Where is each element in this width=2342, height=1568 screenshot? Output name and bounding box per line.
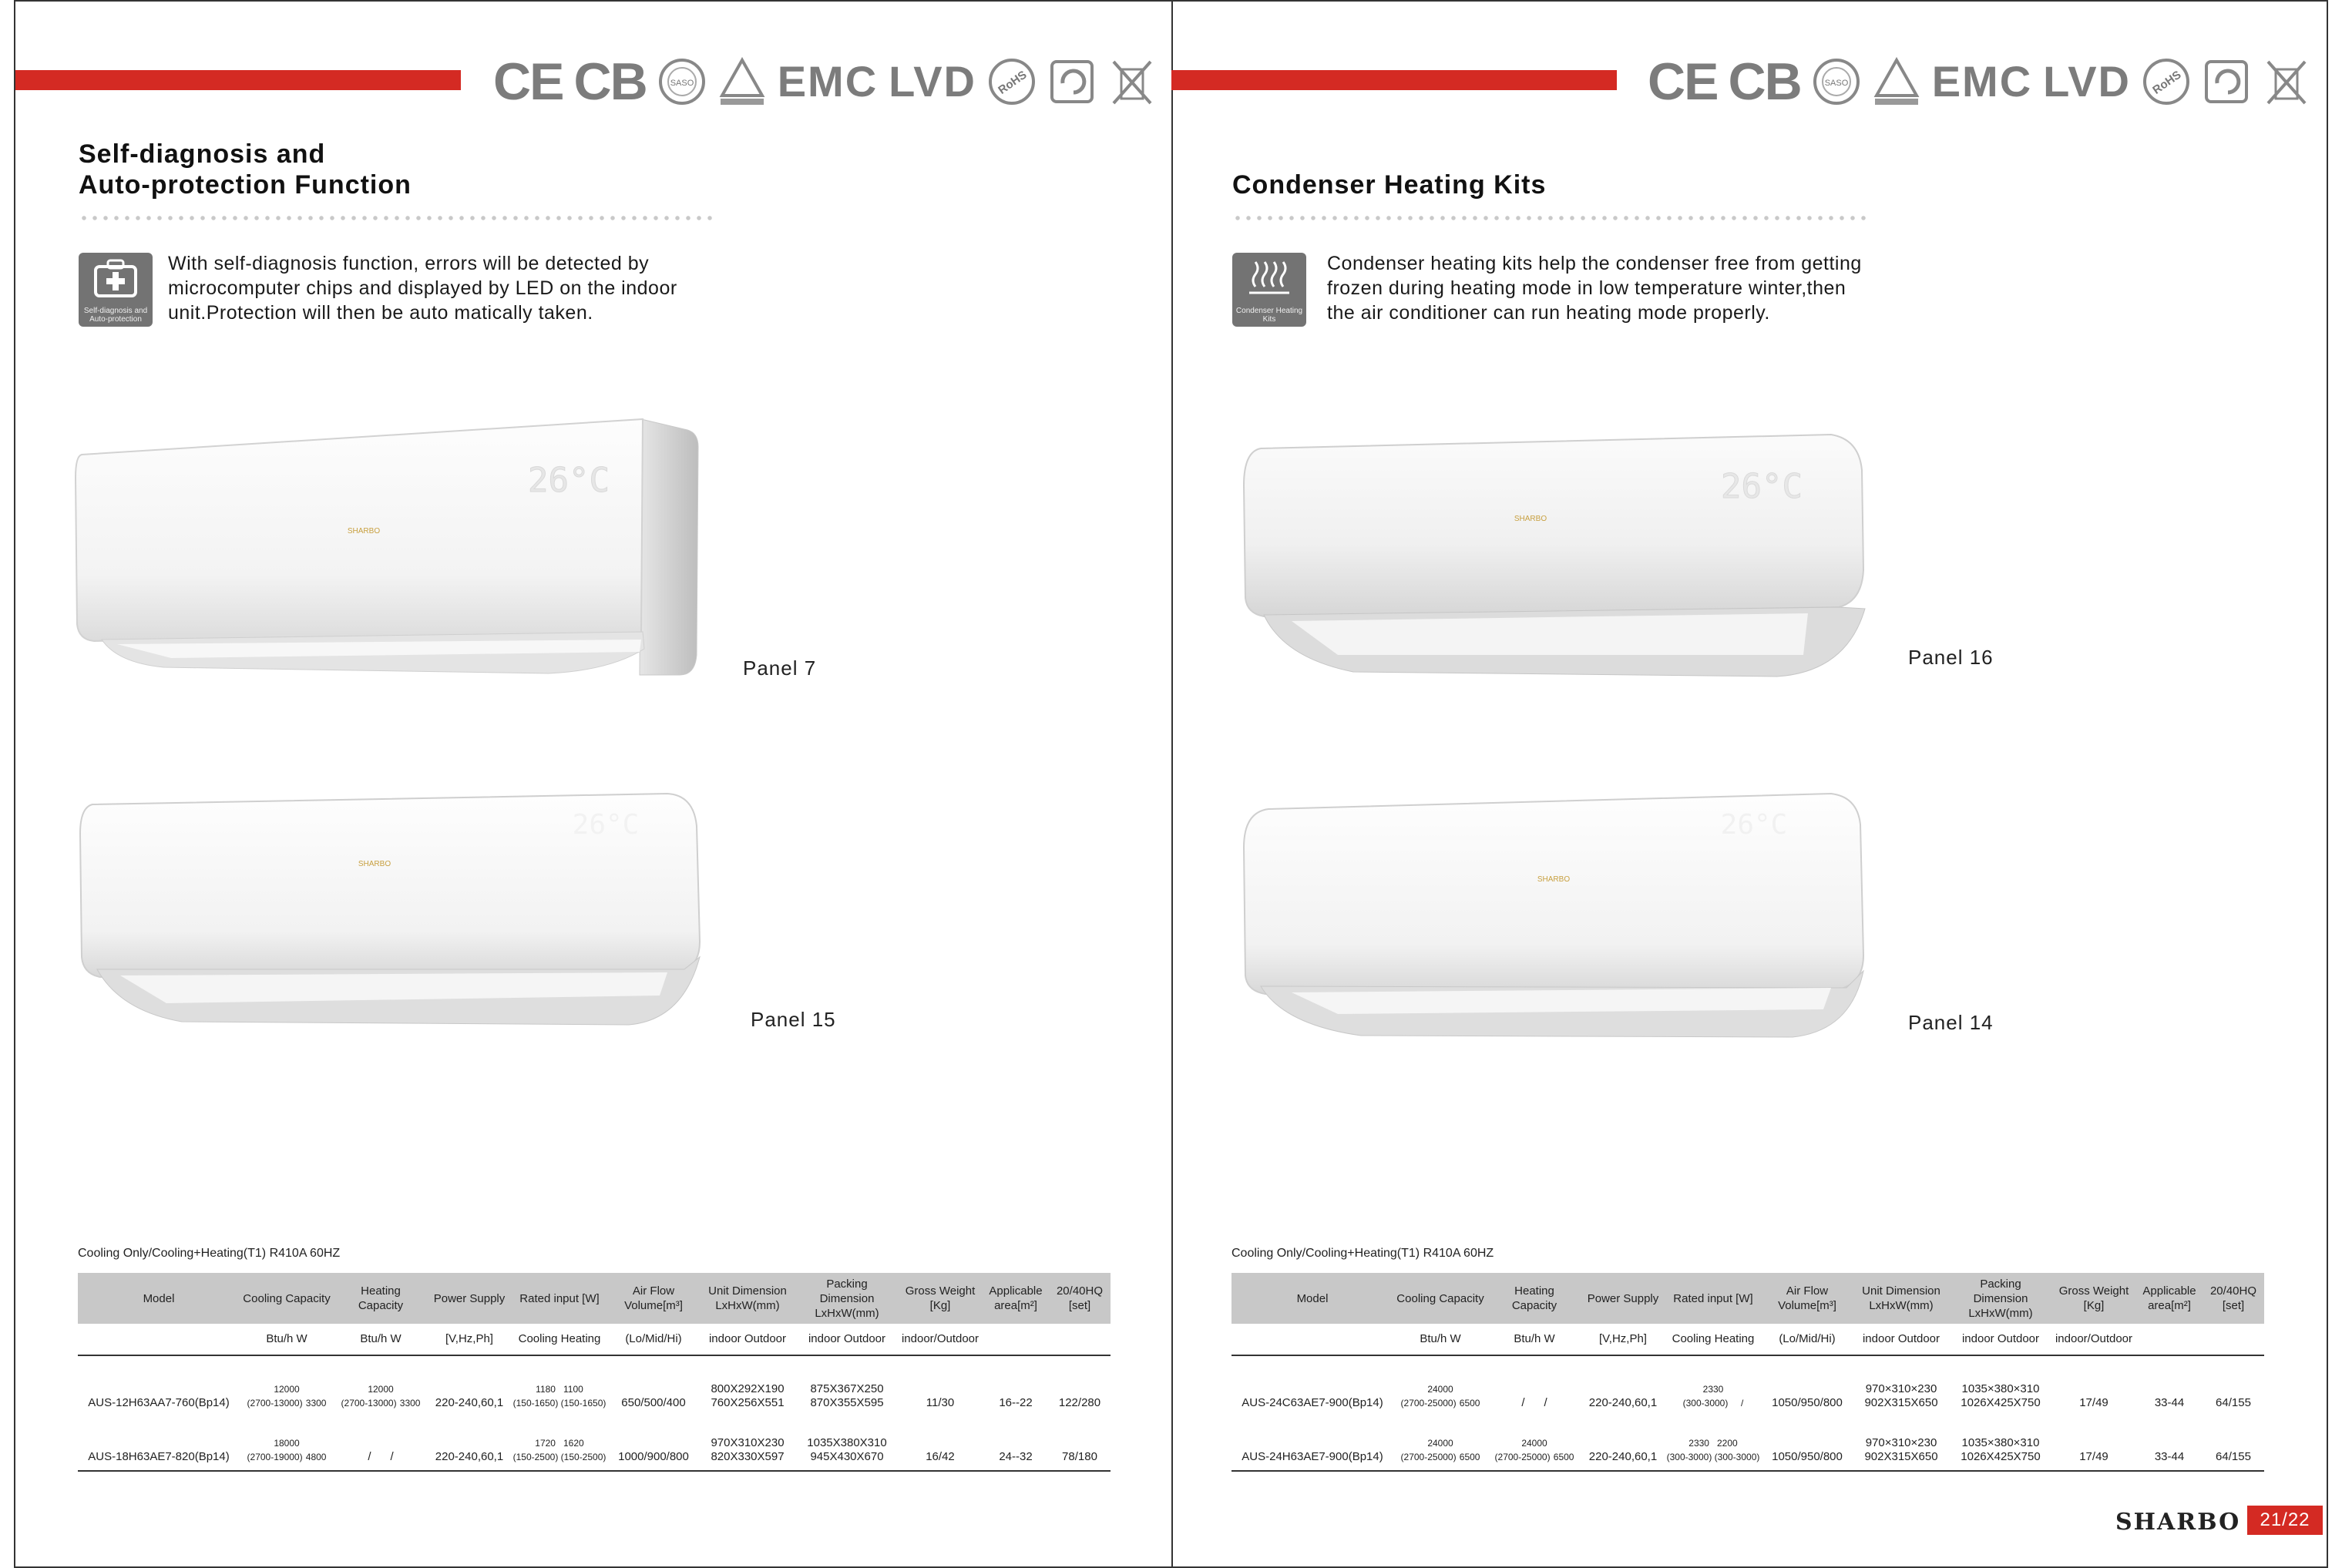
panel-label: Panel 7 [743, 656, 817, 680]
th-heating: Heating Capacity [334, 1273, 428, 1324]
saso-icon [1812, 57, 1861, 106]
table-row: AUS-24H63AE7-900(Bp14) 24000 (2700-25000) 6500 24000 (2700-25000) 6500 220-240,60,1 2330 2200 (300-3000) (300-3000) 1050/950/800 970×310×230 902X315X650 1035×380×310 1026X425X750 17/49 33-44 64/155 [1231, 1413, 2264, 1471]
th-applicable-area: Applicable area[m²] [2136, 1273, 2203, 1324]
unit-heat: Btu/h W [334, 1324, 428, 1355]
svg-text:SHARBO: SHARBO [1514, 515, 1547, 523]
feature-line-3: unit.Protection will then be auto matically taken. [168, 302, 593, 324]
th-cooling: Cooling Capacity [240, 1273, 334, 1324]
feature-line-3: the air conditioner can run heating mode properly. [1327, 302, 1770, 324]
th-model: Model [1231, 1273, 1393, 1324]
spec-table [1231, 1273, 2264, 1472]
dotted-divider [79, 216, 715, 220]
th-hq: 20/40HQ [set] [1049, 1273, 1111, 1324]
feature-description [1327, 251, 1862, 325]
unit-weight: indoor/Outdoor [2051, 1324, 2136, 1355]
svg-text:RoHS: RoHS [2150, 68, 2184, 97]
unit-heat: Btu/h W [1487, 1324, 1581, 1355]
table-header-row [78, 1273, 1111, 1324]
unit-packing: indoor Outdoor [796, 1324, 898, 1355]
panel-label: Panel 15 [751, 1008, 836, 1031]
dotted-divider [1232, 216, 1869, 220]
icon-caption: Self-diagnosis and Auto-protection [83, 307, 148, 324]
unit-input: Cooling Heating [511, 1324, 608, 1355]
th-heating: Heating Capacity [1487, 1273, 1581, 1324]
header-red-bar [1171, 70, 1617, 90]
certification-logos [493, 54, 1157, 109]
th-packing-dimension: Packing Dimension LxHxW(mm) [796, 1273, 898, 1324]
table-row: AUS-12H63AA7-760(Bp14) 12000 (2700-13000) 3300 12000 (2700-13000) 3300 220-240,60,1 1180 1100 (150-1650) (150-1650) 650/500/400 800X292X190 760X256X551 875X367X250 870X355X595 11/30 16--22 122/280 [88, 1382, 1101, 1409]
heating-kit-icon [1232, 253, 1306, 327]
tuv-icon [717, 57, 767, 106]
rohs-icon [2142, 57, 2191, 106]
ce-mark: CE [493, 52, 563, 111]
indoor-unit-panel-7-image [71, 408, 703, 686]
lvd-mark: LVD [889, 57, 976, 106]
page-title: Condenser Heating Kits [1232, 170, 1547, 200]
weee-bin-icon [2262, 57, 2311, 106]
svg-text:RoHS: RoHS [996, 68, 1030, 97]
tuv-icon [1872, 57, 1921, 106]
th-airflow: Air Flow Volume[m³] [608, 1273, 699, 1324]
emc-mark: EMC [1931, 57, 2033, 106]
svg-text:26°C: 26°C [1721, 467, 1803, 506]
table-units-row [1231, 1324, 2264, 1355]
th-power: Power Supply [1581, 1273, 1665, 1324]
svg-text:SASO: SASO [1824, 79, 1848, 88]
self-diagnosis-icon [79, 253, 153, 327]
indoor-unit-panel-15-image [74, 780, 706, 1034]
th-hq: 20/40HQ [set] [2203, 1273, 2264, 1324]
panel-label: Panel 14 [1908, 1011, 1994, 1034]
unit-packing: indoor Outdoor [1950, 1324, 2051, 1355]
th-unit-dimension: Unit Dimension LxHxW(mm) [699, 1273, 796, 1324]
brand-logo: SHARBO [2115, 1509, 2241, 1536]
feature-line-2: microcomputer chips and displayed by LED on the indoor [168, 277, 677, 299]
page-number: 21/22 [2247, 1506, 2323, 1535]
unit-power: [V,Hz,Ph] [1581, 1324, 1665, 1355]
feature-line-1: With self-diagnosis function, errors will be detected by [168, 253, 650, 274]
svg-text:26°C: 26°C [528, 461, 610, 500]
feature-line-2: frozen during heating mode in low temperature winter,then [1327, 277, 1846, 299]
table-caption: Cooling Only/Cooling+Heating(T1) R410A 60HZ [1231, 1247, 1494, 1260]
cb-mark: CB [1728, 52, 1801, 111]
emc-mark: EMC [777, 57, 879, 106]
th-input: Rated input [W] [511, 1273, 608, 1324]
recyclable-icon [2202, 57, 2251, 106]
table-header-row [1231, 1273, 2264, 1324]
table-units-row [78, 1324, 1111, 1355]
table-caption: Cooling Only/Cooling+Heating(T1) R410A 60HZ [78, 1247, 341, 1260]
indoor-unit-panel-14-image [1238, 778, 1870, 1040]
panel-label: Panel 16 [1908, 646, 1994, 669]
svg-text:SASO: SASO [670, 79, 694, 88]
feature-description [168, 251, 677, 325]
table-row: AUS-24C63AE7-900(Bp14) 24000 (2700-25000) 6500 / / 220-240,60,1 2330 (300-3000) / 1050/950/800 970×310×230 902X315X650 1035×380×310 1026X425X750 17/49 33-44 64/155 [1242, 1382, 2251, 1409]
th-power: Power Supply [428, 1273, 511, 1324]
icon-caption: Condenser Heating Kits [1235, 307, 1303, 324]
th-packing-dimension: Packing Dimension LxHxW(mm) [1950, 1273, 2051, 1324]
svg-text:SHARBO: SHARBO [347, 527, 381, 536]
header-red-bar [15, 70, 461, 90]
table-row: AUS-18H63AE7-820(Bp14) 18000 (2700-19000) 4800 / / 220-240,60,1 1720 1620 (150-2500) (150-2500) 1000/900/800 970X310X230 820X330X597 1035X380X310 945X430X670 16/42 24--32 78/180 [78, 1413, 1111, 1471]
feature-line-1: Condenser heating kits help the condenser free from getting [1327, 253, 1862, 274]
page-title [79, 139, 412, 200]
unit-airflow: (Lo/Mid/Hi) [608, 1324, 699, 1355]
svg-text:SHARBO: SHARBO [1537, 875, 1571, 884]
svg-text:SHARBO: SHARBO [358, 860, 391, 868]
saso-icon [657, 57, 707, 106]
rohs-icon [987, 57, 1037, 106]
unit-power: [V,Hz,Ph] [428, 1324, 511, 1355]
th-cooling: Cooling Capacity [1393, 1273, 1487, 1324]
unit-cool: Btu/h W [240, 1324, 334, 1355]
th-unit-dimension: Unit Dimension LxHxW(mm) [1853, 1273, 1950, 1324]
unit-dimension: indoor Outdoor [699, 1324, 796, 1355]
unit-weight: indoor/Outdoor [898, 1324, 983, 1355]
weee-bin-icon [1107, 57, 1157, 106]
th-applicable-area: Applicable area[m²] [983, 1273, 1049, 1324]
th-model: Model [78, 1273, 240, 1324]
unit-input: Cooling Heating [1665, 1324, 1762, 1355]
lvd-mark: LVD [2043, 57, 2131, 106]
title-line-2: Auto-protection Function [79, 170, 412, 200]
th-airflow: Air Flow Volume[m³] [1762, 1273, 1853, 1324]
ce-mark: CE [1648, 52, 1718, 111]
unit-cool: Btu/h W [1393, 1324, 1487, 1355]
th-gross-weight: Gross Weight [Kg] [2051, 1273, 2136, 1324]
unit-airflow: (Lo/Mid/Hi) [1762, 1324, 1853, 1355]
indoor-unit-panel-16-image [1238, 424, 1870, 686]
recyclable-icon [1047, 57, 1097, 106]
svg-text:26°C: 26°C [572, 809, 640, 841]
svg-text:26°C: 26°C [1720, 809, 1788, 841]
th-input: Rated input [W] [1665, 1273, 1762, 1324]
unit-dimension: indoor Outdoor [1853, 1324, 1950, 1355]
certification-logos [1648, 54, 2311, 109]
cb-mark: CB [573, 52, 647, 111]
title-line-1: Self-diagnosis and [79, 139, 326, 169]
th-gross-weight: Gross Weight [Kg] [898, 1273, 983, 1324]
spec-table [78, 1273, 1111, 1472]
